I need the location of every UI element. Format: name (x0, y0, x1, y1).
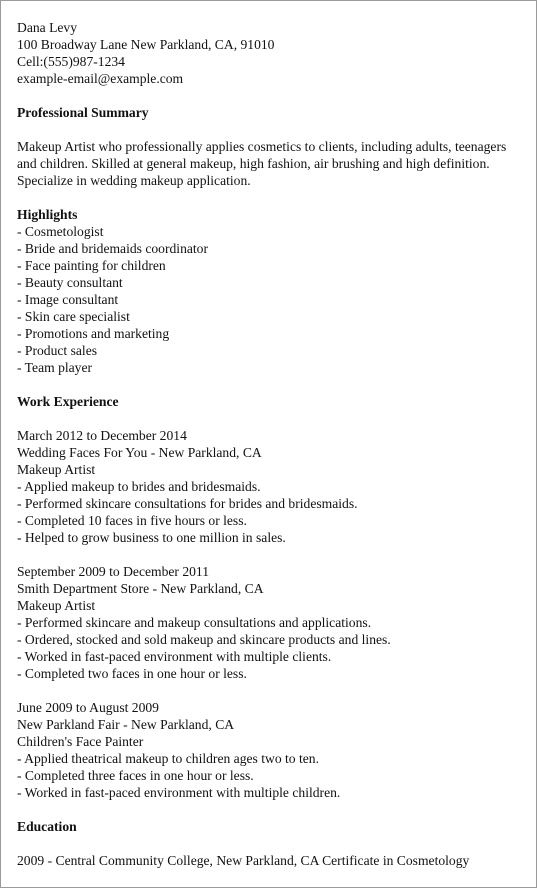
education-entry: 2009 - Central Community College, New Parkland, CA Certificate in Cosmetology (17, 853, 470, 868)
job-title: Children's Face Painter (17, 734, 144, 749)
job-title: Makeup Artist (17, 462, 96, 477)
job-company: Smith Department Store - New Parkland, CA (17, 581, 264, 596)
job-duty: - Performed skincare consultations for brides and bridesmaids. (17, 496, 358, 511)
highlight-item: - Cosmetologist (17, 224, 104, 239)
job-company: Wedding Faces For You - New Parkland, CA (17, 445, 262, 460)
job-title: Makeup Artist (17, 598, 96, 613)
experience-heading: Work Experience (17, 394, 119, 409)
job-dates: September 2009 to December 2011 (17, 564, 210, 579)
job-duty: - Performed skincare and makeup consultations and applications. (17, 615, 372, 630)
job-dates: March 2012 to December 2014 (17, 428, 187, 443)
job-duty: - Ordered, stocked and sold makeup and skincare products and lines. (17, 632, 391, 647)
contact-email: example-email@example.com (17, 71, 184, 86)
summary-heading: Professional Summary (17, 105, 149, 120)
job-duty: - Applied theatrical makeup to children ages two to ten. (17, 751, 319, 766)
job-entry (17, 427, 522, 546)
contact-address: 100 Broadway Lane New Parkland, CA, 91010 (17, 37, 275, 52)
highlight-item: - Face painting for children (17, 258, 166, 273)
contact-name: Dana Levy (17, 20, 78, 35)
job-duty: - Helped to grow business to one million in sales. (17, 530, 286, 545)
highlight-item: - Skin care specialist (17, 309, 130, 324)
education-heading: Education (17, 819, 77, 834)
job-duty: - Completed two faces in one hour or less. (17, 666, 247, 681)
highlight-item: - Promotions and marketing (17, 326, 170, 341)
job-duty: - Completed 10 faces in five hours or less. (17, 513, 247, 528)
summary-text: Makeup Artist who professionally applies cosmetics to clients, including adults, teenagers and children. Skilled at general makeup, high fashion, air brushing and high definition. Specialize in wedding makeup application. (17, 139, 507, 188)
job-duty: - Completed three faces in one hour or less. (17, 768, 254, 783)
job-dates: June 2009 to August 2009 (17, 700, 159, 715)
highlight-item: - Bride and bridemaids coordinator (17, 241, 209, 256)
job-duty: - Worked in fast-paced environment with multiple children. (17, 785, 341, 800)
highlight-item: - Team player (17, 360, 93, 375)
job-duty: - Worked in fast-paced environment with multiple clients. (17, 649, 332, 664)
highlight-item: - Product sales (17, 343, 98, 358)
job-entry (17, 699, 522, 801)
highlight-item: - Image consultant (17, 292, 119, 307)
resume-content (17, 19, 522, 869)
highlight-item: - Beauty consultant (17, 275, 123, 290)
highlights-heading: Highlights (17, 207, 78, 222)
job-entry (17, 563, 522, 682)
contact-phone: Cell:(555)987-1234 (17, 54, 125, 69)
job-duty: - Applied makeup to brides and bridesmaids. (17, 479, 261, 494)
job-company: New Parkland Fair - New Parkland, CA (17, 717, 235, 732)
